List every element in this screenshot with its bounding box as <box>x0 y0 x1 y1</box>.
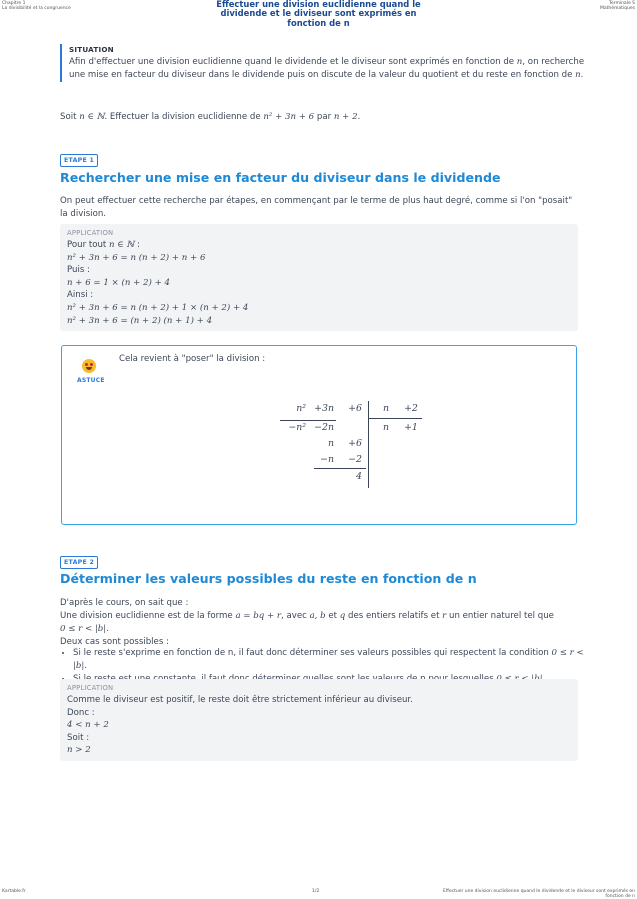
step2-line-3: 0 ≤ r < |b|. <box>60 624 109 634</box>
app2-line-3: 4 < n + 2 <box>67 720 109 731</box>
app1-line-1: Pour tout n ∈ ℕ : <box>67 240 140 250</box>
division-term: n² <box>296 403 306 414</box>
division-vertical-bar <box>368 401 369 488</box>
step2-line-2: Une division euclidienne est de la forme a = bq + r, avec a, b et q des entiers relatifs et r un entier naturel tel que <box>60 611 554 621</box>
division-term: −n <box>320 454 334 465</box>
step2-line-1: D'après le cours, on sait que : <box>60 598 189 608</box>
quotient-term: +1 <box>404 422 418 433</box>
footer-title: Effectuer une division euclidienne quand le dividende et le diviseur sont exprimés en fonction de n <box>442 889 635 899</box>
application-label: APPLICATION <box>67 229 114 237</box>
list-item: • Si le reste s'exprime en fonction de n, il faut donc déterminer ses valeurs possibles qui respectent la condition 0 ≤ r < |b|. <box>73 647 593 673</box>
astuce-label: ASTUCE <box>77 377 105 384</box>
quotient-term: n <box>382 422 390 433</box>
app1-line-7: n² + 3n + 6 = (n + 2) (n + 1) + 4 <box>67 315 213 326</box>
footer-site: Kartable.fr <box>2 889 26 894</box>
step2-badge: ETAPE 2 <box>60 556 98 569</box>
page-title: Effectuer une division euclidienne quand le dividende et le diviseur sont exprimés en fonction de n <box>216 0 421 28</box>
situation-text: Afin d'effectuer une division euclidienne quand le dividende et le diviseur sont exprimés en fonction de n, on recherche une mise en facteur du diviseur dans le dividende puis on discute de la valeur du quotient et du reste en fonction de n. <box>69 57 585 80</box>
divisor-term: n <box>382 403 390 414</box>
app1-line-5: Ainsi : <box>67 290 94 301</box>
division-rule <box>280 420 336 421</box>
header-chapter-name: La divisibilité et la congruence <box>2 6 71 11</box>
application-label: APPLICATION <box>67 684 114 692</box>
app2-line-4: Soit : <box>67 732 90 743</box>
situation-title: SITUATION <box>69 45 114 54</box>
application-box-1 <box>60 224 578 331</box>
division-rule <box>314 468 366 469</box>
app1-line-6: n² + 3n + 6 = n (n + 2) + 1 × (n + 2) + 4 <box>67 302 249 313</box>
division-term: −2n <box>314 422 334 433</box>
app1-line-2: n² + 3n + 6 = n (n + 2) + n + 6 <box>67 252 206 263</box>
astuce-text: Cela revient à "poser" la division : <box>119 354 266 364</box>
header-level <box>600 1 635 11</box>
divisor-rule <box>368 418 422 419</box>
step2-line-4: Deux cas sont possibles : <box>60 637 169 647</box>
app2-line-5: n > 2 <box>67 745 91 756</box>
division-term: −n² <box>288 422 306 433</box>
application-box-2 <box>60 679 578 761</box>
star-eyes-emoji-icon <box>82 359 96 373</box>
app2-line-1: Comme le diviseur est positif, le reste doit être strictement inférieur au diviseur. <box>67 695 413 705</box>
step1-badge: ETAPE 1 <box>60 154 98 167</box>
division-term: −2 <box>348 454 362 465</box>
exercise-statement: Soit n ∈ ℕ. Effectuer la division euclidienne de n² + 3n + 6 par n + 2. <box>60 112 361 122</box>
step1-text: On peut effectuer cette recherche par étapes, en commençant par le terme de plus haut degré, comme si l'on "posait" la division. <box>60 196 573 219</box>
divisor-term: +2 <box>404 403 418 414</box>
header-chapter <box>2 1 71 11</box>
situation-block <box>60 44 587 82</box>
header-subject: Mathématiques <box>599 6 635 11</box>
division-term: +6 <box>348 438 362 449</box>
header-chapter-number: Chapitre 1 <box>2 1 26 6</box>
app2-line-2: Donc : <box>67 707 95 718</box>
header-grade: Terminale S <box>608 1 635 6</box>
app1-line-3: Puis : <box>67 265 90 276</box>
step2-title: Déterminer les valeurs possibles du reste en fonction de n <box>60 571 477 586</box>
division-term: +6 <box>348 403 362 414</box>
step1-title: Rechercher une mise en facteur du diviseur dans le dividende <box>60 170 501 185</box>
long-division <box>276 401 426 491</box>
division-term: +3n <box>314 403 334 414</box>
footer-page-number: 1/2 <box>312 889 320 894</box>
app1-line-4: n + 6 = 1 × (n + 2) + 4 <box>67 277 170 288</box>
division-term: n <box>327 438 334 449</box>
astuce-box <box>61 345 577 525</box>
step2-text <box>60 597 578 649</box>
division-remainder: 4 <box>356 471 362 482</box>
